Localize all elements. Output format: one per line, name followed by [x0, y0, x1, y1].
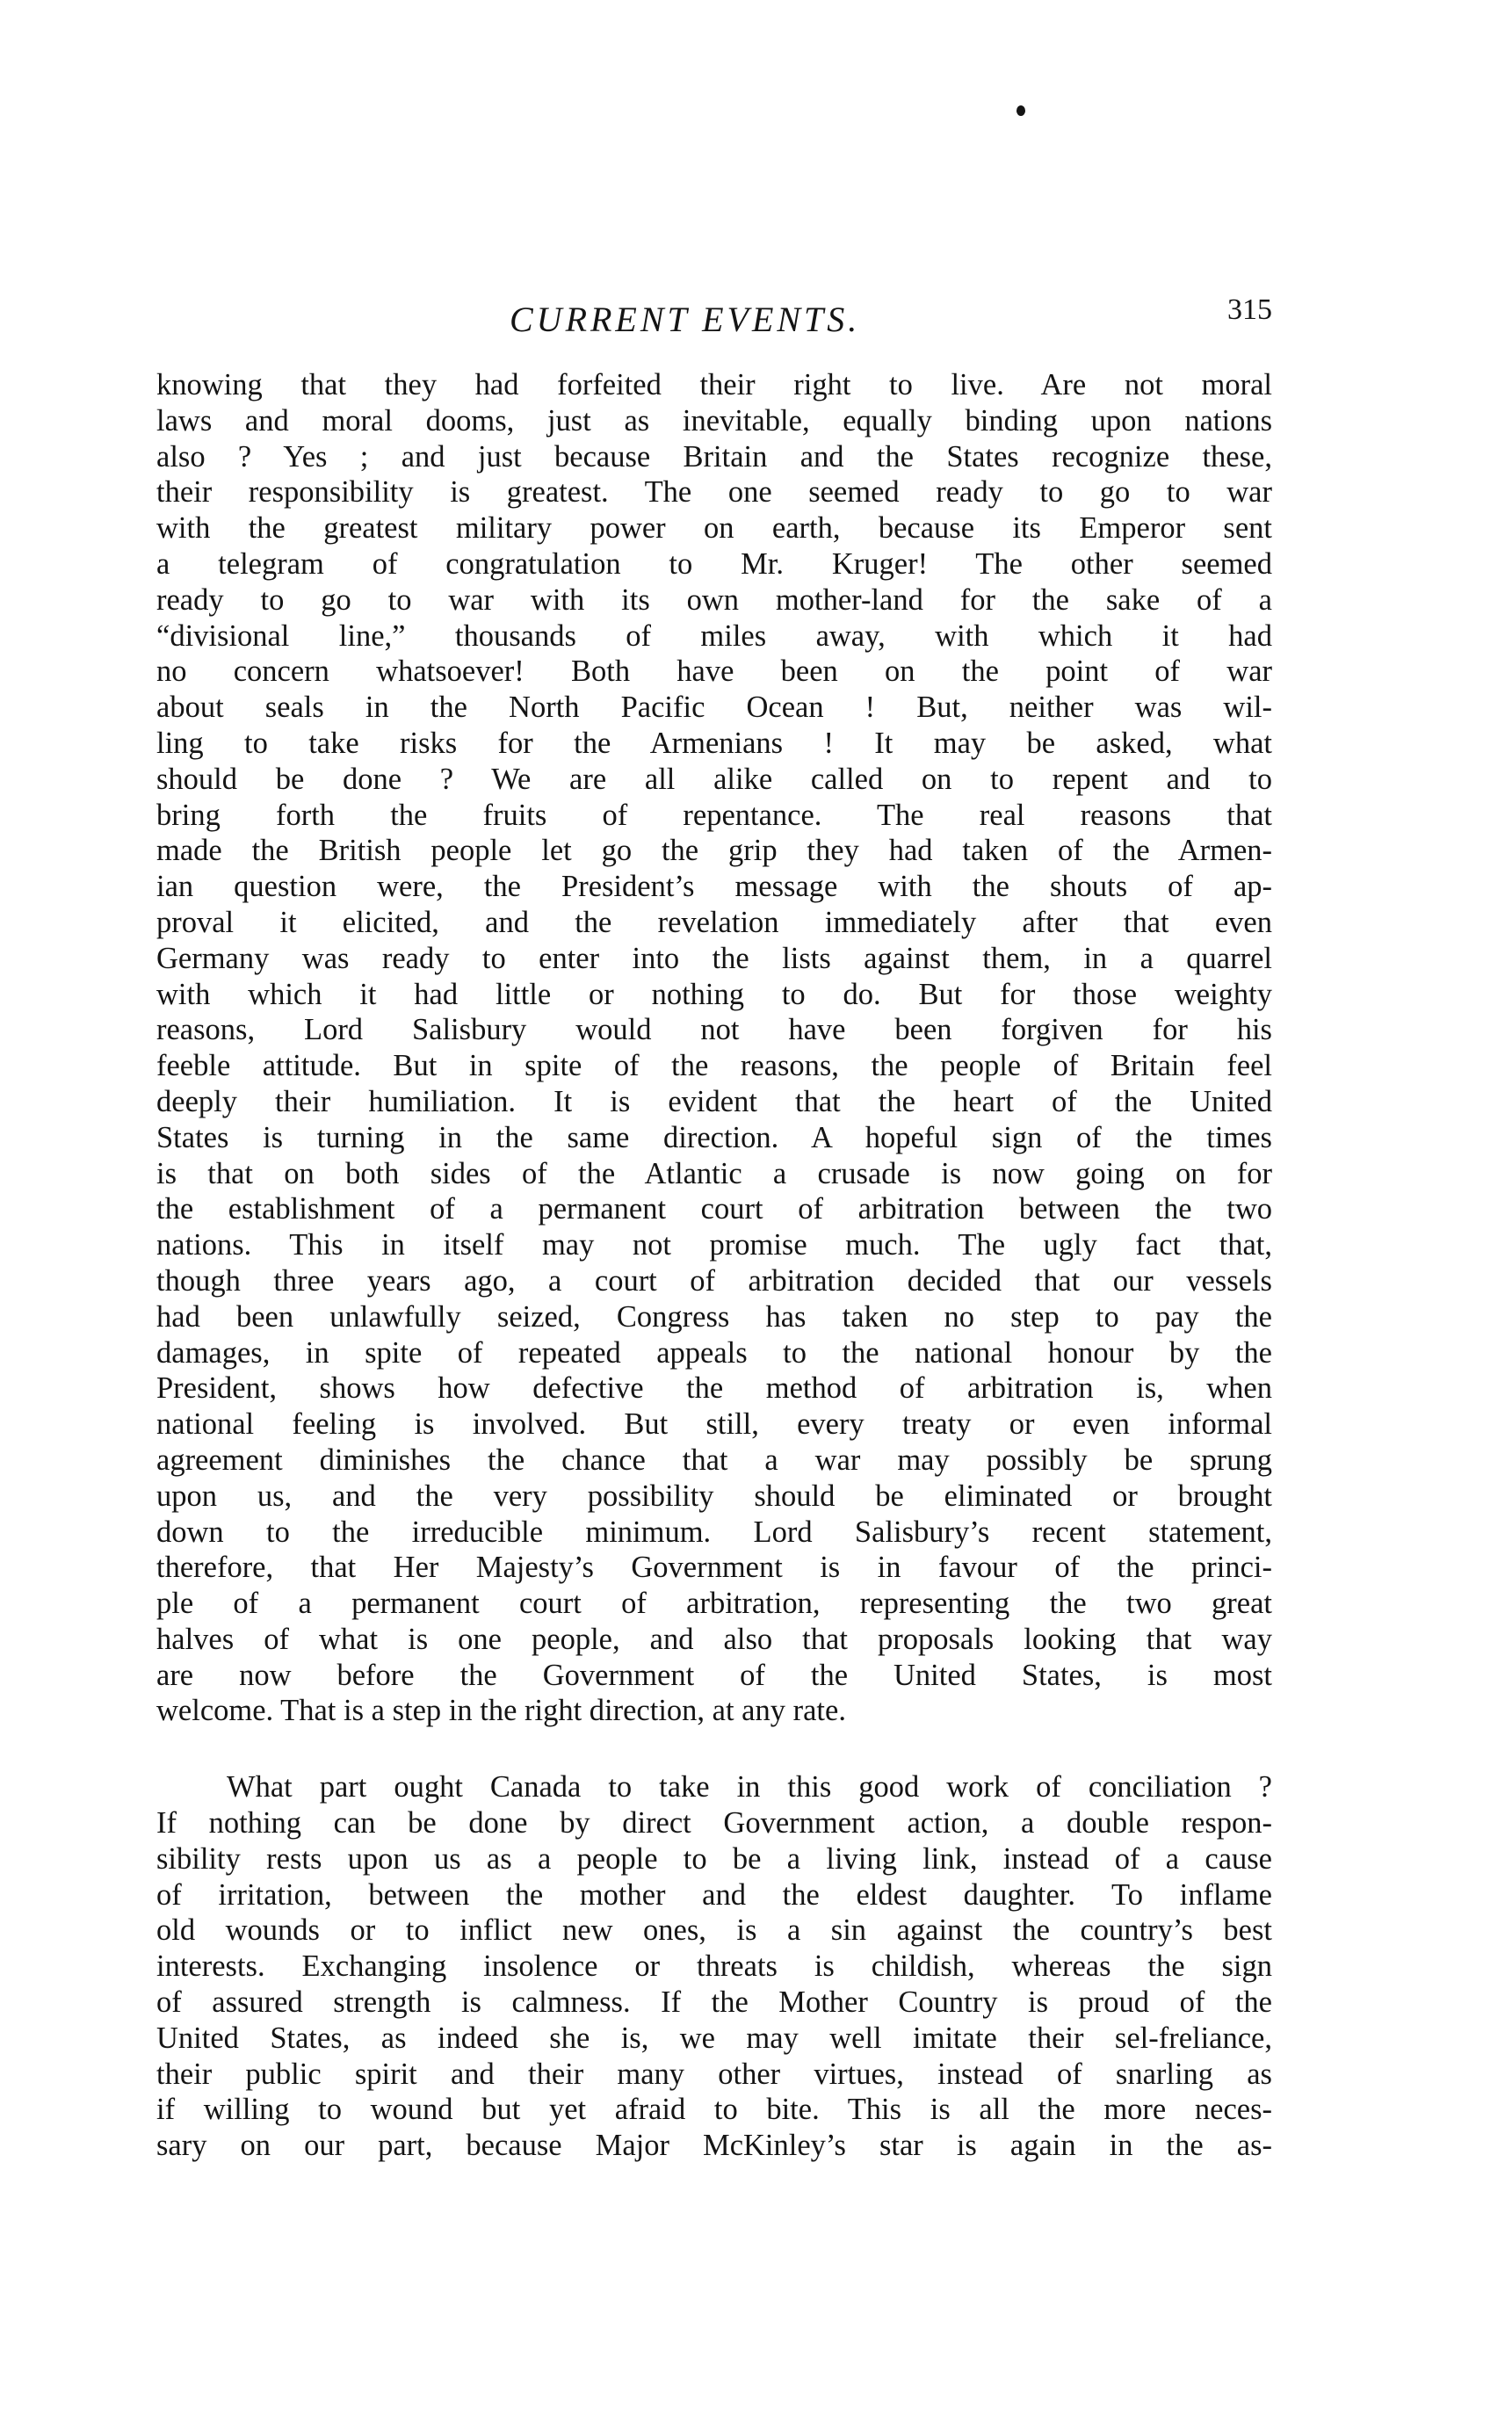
- text-line: ling to take risks for the Armenians ! It may be asked, what: [156, 726, 1272, 760]
- text-line: of assured strength is calmness. If the Mother Country is proud of the: [156, 1985, 1272, 2020]
- text-line: with which it had little or nothing to do. But for those weighty: [156, 977, 1272, 1011]
- text-line: “divisional line,” thousands of miles away, with which it had: [156, 618, 1272, 653]
- text-line: should be done ? We are all alike called on to repent and to: [156, 762, 1272, 796]
- text-line: agreement diminishes the chance that a war may possibly be sprung: [156, 1443, 1272, 1477]
- text-line: deeply their humiliation. It is evident that the heart of the United: [156, 1084, 1272, 1118]
- text-line: sibility rests upon us as a people to be a living link, instead of a cause: [156, 1841, 1272, 1876]
- text-line: What part ought Canada to take in this good work of conciliation ?: [227, 1770, 1272, 1804]
- article-body: [156, 367, 1272, 2164]
- text-line: welcome. That is a step in the right direction, at any rate.: [156, 1694, 846, 1728]
- text-line: also ? Yes ; and just because Britain and the States recognize these,: [156, 439, 1272, 474]
- text-line: interests. Exchanging insolence or threats is childish, whereas the sign: [156, 1949, 1272, 1984]
- text-line: upon us, and the very possibility should be eliminated or brought: [156, 1479, 1272, 1513]
- ink-speck: [1016, 105, 1025, 116]
- text-line: If nothing can be done by direct Government action, a double respon-: [156, 1806, 1272, 1841]
- text-line: about seals in the North Pacific Ocean ! But, neither was wil-: [156, 691, 1272, 725]
- text-line: made the British people let go the grip they had taken of the Armen-: [156, 834, 1272, 868]
- text-line: sary on our part, because Major McKinley’s star is again in the as-: [156, 2129, 1272, 2163]
- text-line: bring forth the fruits of repentance. The real reasons that: [156, 798, 1272, 832]
- text-line: reasons, Lord Salisbury would not have been forgiven for his: [156, 1013, 1272, 1047]
- text-line: is that on both sides of the Atlantic a crusade is now going on for: [156, 1156, 1272, 1190]
- running-head: CURRENT EVENTS.: [510, 300, 861, 339]
- text-line: their public spirit and their many other virtues, instead of snarling as: [156, 2057, 1272, 2091]
- text-line: a telegram of congratulation to Mr. Kruger! The other seemed: [156, 546, 1272, 581]
- text-line: nations. This in itself may not promise much. The ugly fact that,: [156, 1228, 1272, 1262]
- text-line: the establishment of a permanent court of arbitration between the two: [156, 1192, 1272, 1226]
- text-line: their responsibility is greatest. The one seemed ready to go to war: [156, 475, 1272, 510]
- text-line: old wounds or to inflict new ones, is a sin against the country’s best: [156, 1913, 1272, 1948]
- text-line: with the greatest military power on earth, because its Emperor sent: [156, 511, 1272, 546]
- text-line: therefore, that Her Majesty’s Government is in favour of the princi-: [156, 1551, 1272, 1585]
- text-line: United States, as indeed she is, we may well imitate their sel-freliance,: [156, 2021, 1272, 2055]
- paragraph: [156, 1769, 1272, 2164]
- text-line: proval it elicited, and the revelation immediately after that even: [156, 905, 1272, 939]
- text-line: had been unlawfully seized, Congress has taken no step to pay the: [156, 1299, 1272, 1334]
- text-line: feeble attitude. But in spite of the reasons, the people of Britain feel: [156, 1049, 1272, 1083]
- text-line: down to the irreducible minimum. Lord Salisbury’s recent statement,: [156, 1515, 1272, 1549]
- text-line: Germany was ready to enter into the lists against them, in a quarrel: [156, 941, 1272, 975]
- text-line: are now before the Government of the United States, is most: [156, 1658, 1272, 1692]
- text-line: States is turning in the same direction. A hopeful sign of the times: [156, 1120, 1272, 1154]
- text-line: though three years ago, a court of arbitration decided that our vessels: [156, 1263, 1272, 1298]
- text-line: halves of what is one people, and also that proposals looking that way: [156, 1622, 1272, 1656]
- text-line: national feeling is involved. But still, every treaty or even informal: [156, 1407, 1272, 1442]
- text-line: knowing that they had forfeited their right to live. Are not moral: [156, 368, 1272, 401]
- text-line: no concern whatsoever! Both have been on the point of war: [156, 655, 1272, 689]
- text-line: ready to go to war with its own mother-land for the sake of a: [156, 582, 1272, 617]
- text-line: President, shows how defective the method of arbitration is, when: [156, 1371, 1272, 1406]
- text-line: damages, in spite of repeated appeals to the national honour by the: [156, 1335, 1272, 1370]
- page-number: 315: [1227, 293, 1272, 326]
- text-line: ple of a permanent court of arbitration, representing the two great: [156, 1587, 1272, 1621]
- text-line: of irritation, between the mother and the eldest daughter. To inflame: [156, 1877, 1272, 1912]
- text-line: if willing to wound but yet afraid to bite. This is all the more neces-: [156, 2093, 1272, 2127]
- text-line: laws and moral dooms, just as inevitable, equally binding upon nations: [156, 403, 1272, 438]
- page-header: [156, 293, 1272, 351]
- paragraph: [156, 367, 1272, 1729]
- text-line: ian question were, the President’s message with the shouts of ap-: [156, 870, 1272, 904]
- paragraph-gap: [156, 1729, 1272, 1769]
